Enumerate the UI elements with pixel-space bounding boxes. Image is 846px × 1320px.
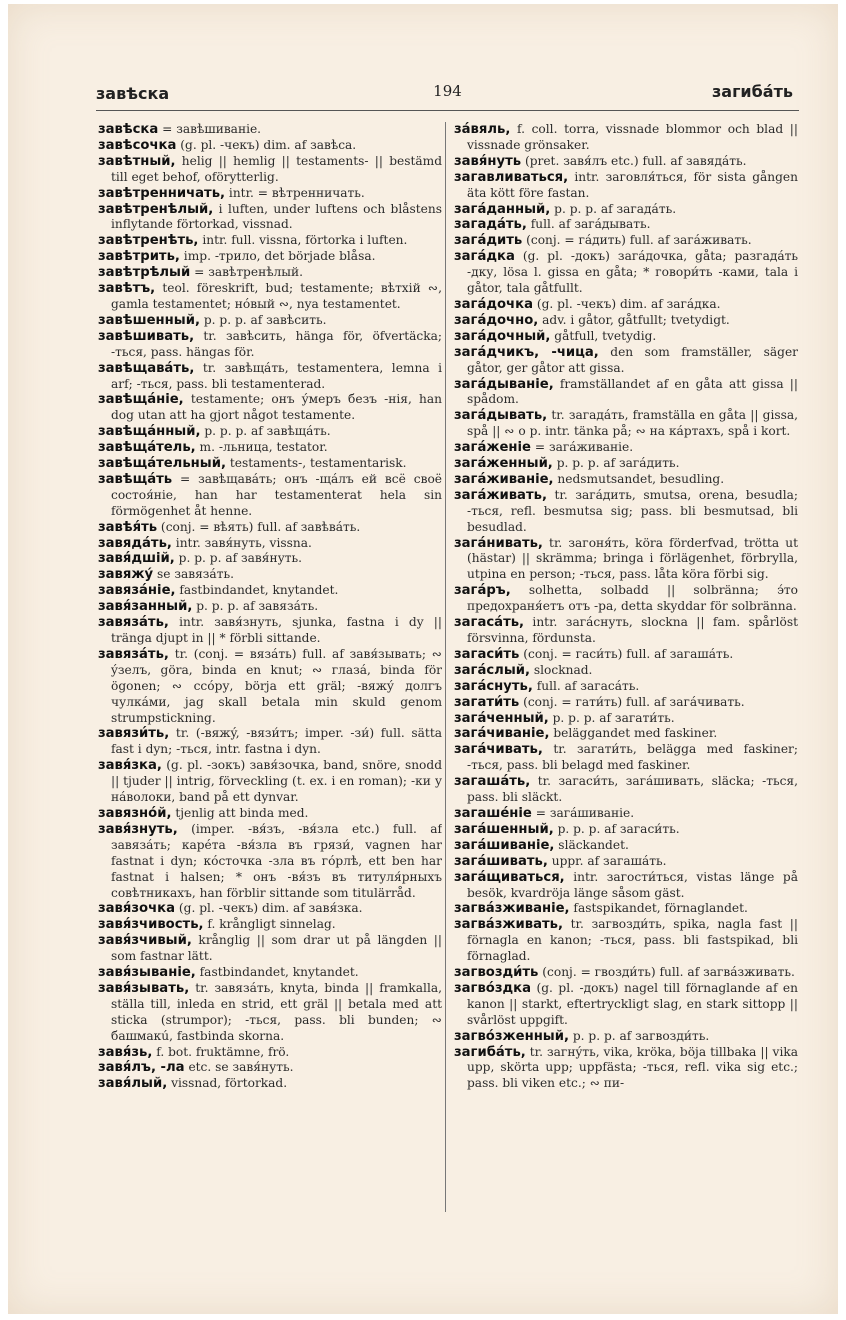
dictionary-entry: [98, 806, 442, 822]
dictionary-entry: [454, 440, 798, 456]
entry-definition: intr. завя́нуть, vissna.: [171, 535, 312, 550]
entry-definition: krånglig || som drar ut på längden || som fastnar lätt.: [111, 933, 442, 964]
entry-definition: tr. загадáть, framställa en gåta || gissa, spå || ∾ о р. intr. tänka på; ∾ на кáртахъ, spå i kort.: [467, 408, 798, 439]
entry-headword: загáженный,: [454, 456, 553, 472]
entry-headword: загáживаніе,: [454, 471, 554, 487]
entry-headword: завѣтный,: [98, 153, 176, 169]
dictionary-entry: [454, 774, 798, 806]
dictionary-entry: [454, 377, 798, 409]
entry-definition: (conj. = гáдить) full. af загáживать.: [522, 233, 752, 248]
header-right-guide-word: загибáть: [711, 82, 793, 101]
dictionary-entry: [98, 361, 442, 393]
entry-definition: p. p. p. af загаси́ть.: [553, 821, 680, 836]
left-column: [98, 122, 442, 1214]
dictionary-entry: [98, 965, 442, 981]
entry-definition: (pret. завя́лъ etc.) full. af завядáть.: [521, 153, 747, 168]
dictionary-entry: [454, 313, 798, 329]
entry-headword: завя́зывать,: [98, 980, 190, 996]
entry-definition: = завѣшиваніе.: [158, 122, 262, 136]
dictionary-entry: [98, 981, 442, 1045]
entry-definition: fastbindandet, knytandet.: [175, 583, 339, 598]
dictionary-entry: [454, 615, 798, 647]
entry-definition: (conj. = гати́ть) full. af загáчивать.: [519, 694, 745, 709]
entry-definition: nedsmutsandet, besudling.: [553, 471, 725, 486]
entry-definition: full. af загасáть.: [532, 678, 640, 693]
dictionary-entry: [454, 965, 798, 981]
entry-headword: загáчивать,: [454, 742, 543, 758]
entry-definition: uppr. af загашáть.: [547, 853, 667, 868]
entry-headword: завя́лый,: [98, 1076, 168, 1092]
dictionary-entry: [98, 138, 442, 154]
entry-definition: testamente; онъ ýмеръ безъ -нія, han dog utan att ha gjort något testamente.: [111, 392, 442, 423]
entry-headword: завя́зка,: [98, 758, 162, 774]
dictionary-entry: [98, 901, 442, 917]
entry-definition: helig || hemlig || testaments- || bestämd till eget behof, oförytterlig.: [111, 153, 442, 184]
entry-definition: tjenlig att binda med.: [171, 805, 309, 820]
entry-definition: adv. i gåtor, gåtfullt; tvetydigt.: [538, 312, 730, 327]
dictionary-entry: [454, 1029, 798, 1045]
entry-definition: = загáшиваніе.: [531, 805, 635, 820]
entry-definition: intr. загости́ться, vistas länge på besök, kvardröja länge såsom gäst.: [467, 869, 798, 900]
entry-definition: tr. загвозди́ть, spika, nagla fast || förnagla en kanon; -ться, pass. bli fastspikad, bli förnaglad.: [467, 917, 798, 964]
entry-definition: f. bot. fruktämne, frö.: [152, 1044, 290, 1059]
dictionary-entry: [98, 392, 442, 424]
entry-headword: загати́ть: [454, 694, 520, 710]
entry-headword: завѣщáтельный,: [98, 456, 226, 472]
entry-definition: intr. загáснуть, slockna || fam. spårlöst försvinna, fördunsta.: [467, 615, 798, 645]
entry-headword: завя́зь,: [98, 1044, 153, 1060]
entry-headword: загáдить: [454, 233, 523, 249]
entry-headword: загáданный,: [454, 201, 551, 217]
dictionary-entry: [98, 567, 442, 583]
dictionary-entry: [98, 1045, 442, 1061]
entry-headword: завязáніе,: [98, 583, 176, 599]
dictionary-entry: [98, 440, 442, 456]
entry-definition: tr. (-вяжý, -вязи́тъ; imper. -зи́) full. sätta fast i dyn; -ться, intr. fastna i dyn.: [111, 726, 442, 757]
entry-definition: = загáживаніе.: [531, 440, 634, 455]
header-left-guide-word: завѣска: [96, 84, 170, 103]
dictionary-entry: [454, 122, 798, 154]
entry-definition: beläggandet med faskiner.: [549, 726, 718, 741]
entry-headword: загáдываніе,: [454, 376, 554, 392]
entry-definition: (g. pl. -чекъ) dim. af завѣса.: [176, 137, 357, 152]
dictionary-entry: [454, 249, 798, 297]
entry-definition: p. p. p. af завя́нуть.: [174, 551, 302, 566]
entry-definition: vissnad, förtorkad.: [167, 1076, 288, 1091]
entry-headword: загвóздка: [454, 980, 532, 996]
dictionary-entry: [454, 663, 798, 679]
entry-headword: загашáть,: [454, 774, 531, 790]
entry-headword: загáдка: [454, 249, 515, 265]
dictionary-entry: [454, 583, 798, 615]
dictionary-entry: [454, 870, 798, 902]
entry-definition: imp. -трило, det började blåsa.: [179, 249, 376, 264]
dictionary-entry: [454, 154, 798, 170]
entry-definition: framställandet af en gåta att gissa || spådom.: [467, 376, 798, 407]
entry-headword: завѣтренничать,: [98, 185, 226, 201]
entry-headword: завя́зываніе,: [98, 965, 196, 981]
entry-headword: завя́знуть,: [98, 821, 178, 837]
dictionary-entry: [454, 217, 798, 233]
dictionary-entry: [98, 599, 442, 615]
entry-definition: intr. заговля́ться, för sista gången äta kött före fastan.: [467, 169, 798, 200]
dictionary-entry: [98, 726, 442, 758]
entry-definition: p. p. p. af завѣщáть.: [200, 424, 331, 439]
entry-definition: full. af загáдывать.: [526, 217, 651, 232]
dictionary-entry: [98, 233, 442, 249]
entry-definition: testaments-, testamentarisk.: [225, 456, 407, 471]
dictionary-entry: [454, 170, 798, 202]
dictionary-entry: [98, 536, 442, 552]
entry-definition: (conj. = вѣять) full. af завѣвáть.: [157, 519, 361, 534]
dictionary-entry: [454, 981, 798, 1029]
entry-definition: f. krångligt sinnelag.: [203, 917, 336, 932]
dictionary-entry: [98, 186, 442, 202]
dictionary-entry: [98, 551, 442, 567]
dictionary-entry: [98, 917, 442, 933]
dictionary-entry: [98, 122, 442, 138]
entry-headword: завязáть,: [98, 615, 169, 631]
entry-definition: släckandet.: [554, 837, 629, 852]
dictionary-entry: [454, 695, 798, 711]
entry-definition: tr. завѣщáть, testamentera, lemna i arf; -ться, pass. bli testamenterad.: [111, 360, 442, 391]
entry-definition: f. coll. torra, vissnade blommor och blad || vissnade grönsaker.: [467, 122, 798, 152]
entry-headword: завѣска: [98, 122, 159, 137]
entry-definition: fastspikandet, förnaglandet.: [569, 901, 748, 916]
dictionary-entry: [454, 822, 798, 838]
entry-definition: p. p. p. af завязáть.: [192, 599, 319, 614]
entry-definition: intr. = вѣтренничать.: [225, 185, 365, 200]
entry-definition: gåtfull, tvetydig.: [550, 328, 657, 343]
entry-definition: intr. full. vissna, förtorka i luften.: [198, 233, 408, 248]
page-header: [96, 82, 799, 111]
entry-headword: завѣтъ,: [98, 281, 156, 297]
entry-headword: загадáть,: [454, 217, 527, 233]
entry-headword: завѣщавáть,: [98, 360, 195, 376]
entry-headword: загáшиваніе,: [454, 837, 555, 853]
dictionary-entry: [454, 536, 798, 584]
entry-headword: загáдчикъ, -чица,: [454, 344, 599, 360]
entry-definition: slocknad.: [530, 662, 593, 677]
entry-headword: загáдывать,: [454, 408, 548, 424]
dictionary-entry: [454, 838, 798, 854]
entry-headword: загибáть,: [454, 1044, 526, 1060]
entry-headword: завязи́ть,: [98, 726, 170, 742]
entry-definition: (g. pl. -докъ) загáдочка, gåta; разгадáть -дку, lösa l. gissa en gåta; * говори́ть -ками, tala i gåtor, tala gåtfullt.: [467, 249, 798, 296]
entry-headword: завя́лъ, -ла: [98, 1060, 185, 1076]
entry-definition: (g. pl. -чекъ) dim. af завя́зка.: [175, 901, 363, 916]
dictionary-entry: [454, 917, 798, 965]
dictionary-entry: [454, 647, 798, 663]
dictionary-entry: [98, 313, 442, 329]
entry-definition: solhetta, solbadd || solbränna; э́то предохраня́етъ отъ -ра, detta skyddar för solbränna.: [467, 583, 798, 614]
dictionary-entry: [98, 456, 442, 472]
dictionary-entry: [454, 679, 798, 695]
entry-definition: (imper. -вя́зъ, -вя́зла etc.) full. af завязáть; карéта -вя́зла въ грязи́, vagnen har fastnat i dyn; кóсточка -зла въ гóрлѣ, ett ben har fastnat i halsen; * онъ -вя́зъ въ титуля́рныхъ совѣтникахъ, han förblir sittande som titulärråd.: [111, 821, 442, 900]
entry-headword: завѣсочка: [98, 137, 177, 153]
entry-definition: se завязáть.: [153, 567, 234, 582]
entry-definition: fastbindandet, knytandet.: [195, 965, 359, 980]
entry-headword: завяжý: [98, 567, 154, 583]
dictionary-entry: [454, 488, 798, 536]
dictionary-entry: [98, 758, 442, 806]
entry-definition: p. p. p. af загати́ть.: [548, 710, 675, 725]
entry-headword: загвóзженный,: [454, 1028, 569, 1044]
entry-headword: загáдочный,: [454, 328, 551, 344]
right-column: [454, 122, 798, 1214]
dictionary-entry: [454, 1045, 798, 1093]
entry-headword: завя́дшій,: [98, 551, 175, 567]
entry-definition: tr. загати́ть, belägga med faskiner; -ться, pass. bli belagd med faskiner.: [467, 742, 798, 773]
entry-definition: = завѣтренѣлый.: [190, 265, 303, 280]
entry-headword: завѣщáтель,: [98, 440, 196, 456]
dictionary-entry: [98, 329, 442, 361]
dictionary-entry: [98, 647, 442, 727]
dictionary-entry: [454, 901, 798, 917]
entry-headword: загáшивать,: [454, 853, 548, 869]
column-divider: [445, 122, 446, 1212]
entry-headword: завядáть,: [98, 535, 172, 551]
dictionary-entry: [454, 345, 798, 377]
entry-definition: etc. se завя́нуть.: [184, 1060, 294, 1075]
entry-headword: загасáть,: [454, 615, 525, 631]
entry-headword: завя́зочка: [98, 901, 176, 917]
entry-headword: загáснуть,: [454, 678, 533, 694]
dictionary-entry: [98, 520, 442, 536]
entry-definition: tr. загнýть, vika, kröka, böja tillbaka || vika upp, skörta upp; uppfästa; -ться, refl. vika sig etc.; pass. bli viken etc.; ∾ пи-: [467, 1044, 798, 1091]
entry-headword: завѣтренѣлый,: [98, 201, 214, 217]
entry-definition: tr. (conj. = вязáть) full. af завя́зывать; ∾ ýзелъ, göra, binda en knut; ∾ глазá, binda för ögonen; ∾ ссóру, börja ett gräl; -вяжý долгъ чулкáми, jag skall betala min skuld genom strumpstickning.: [111, 646, 442, 725]
dictionary-entry: [98, 202, 442, 234]
dictionary-entry: [454, 472, 798, 488]
entry-headword: загáщиваться,: [454, 869, 565, 885]
entry-definition: p. p. p. af загадáть.: [550, 201, 677, 216]
entry-headword: завѣя́ть: [98, 519, 158, 535]
entry-headword: завя́зчивый,: [98, 933, 192, 949]
entry-headword: загáченный,: [454, 710, 549, 726]
entry-headword: загаси́ть: [454, 646, 520, 662]
entry-headword: загвозди́ть: [454, 965, 539, 981]
entry-definition: (g. pl. -докъ) nagel till förnaglande af en kanon || starkt, eftertryckligt slag, en stark sittopp || svårlöst uppgift.: [467, 980, 798, 1027]
entry-definition: p. p. p. af загáдить.: [552, 456, 680, 471]
entry-definition: tr. загаси́ть, загáшивать, släcka; -ться, pass. bli släckt.: [467, 774, 798, 805]
dictionary-entry: [454, 456, 798, 472]
dictionary-page: [8, 4, 838, 1314]
entry-definition: p. p. p. af завѣсить.: [199, 312, 327, 327]
entry-definition: (g. pl. -чекъ) dim. af загáдка.: [532, 296, 721, 311]
entry-definition: (g. pl. -зокъ) завя́зочка, band, snöre, snodd || tjuder || intrig, förveckling (t. ex. i en roman); -ки у нáволоки, band på ett dynvar.: [111, 758, 442, 805]
dictionary-entry: [454, 408, 798, 440]
entry-headword: завѣтренѣть,: [98, 233, 199, 249]
entry-definition: (conj. = гвозди́ть) full. af загвáзживать.: [538, 965, 795, 980]
entry-headword: загашéніе: [454, 805, 532, 821]
entry-headword: загáнивать,: [454, 535, 543, 551]
entry-headword: загвáзживаніе,: [454, 901, 570, 917]
dictionary-entry: [98, 281, 442, 313]
dictionary-entry: [454, 329, 798, 345]
entry-headword: загáдочка: [454, 296, 533, 312]
entry-definition: tr. загáдить, smutsa, orena, besudla; -ться, refl. besmutsa sig; pass. bli besmutsad, bli besudlad.: [467, 487, 798, 534]
entry-definition: den som framställer, säger gåtor, ger gåtor att gissa.: [467, 344, 798, 375]
dictionary-entry: [98, 249, 442, 265]
entry-definition: = завѣщавáть; онъ -щáлъ ей всё своё состоя́ніе, han har testamenterat hela sin förmögenhet åt henne.: [111, 471, 442, 518]
dictionary-entry: [454, 202, 798, 218]
entry-headword: завѣшенный,: [98, 312, 200, 328]
entry-headword: завя́зчивость,: [98, 917, 204, 933]
entry-headword: завѣщáнный,: [98, 424, 201, 440]
entry-headword: загáшенный,: [454, 821, 554, 837]
entry-definition: tr. завѣсить, hänga för, öfvertäcka; -ться, pass. hängas för.: [111, 328, 442, 359]
entry-definition: i luften, under luftens och blåstens inflytande förtorkad, vissnad.: [111, 201, 442, 232]
entry-headword: завязнóй,: [98, 805, 172, 821]
dictionary-entry: [98, 265, 442, 281]
entry-definition: (conj. = гаси́ть) full. af загашáть.: [519, 646, 734, 661]
dictionary-entry: [454, 742, 798, 774]
entry-headword: зáвяль,: [454, 122, 511, 137]
dictionary-entry: [98, 1060, 442, 1076]
entry-headword: загвáзживать,: [454, 917, 563, 933]
entry-definition: m. -льница, testator.: [195, 440, 328, 455]
entry-definition: tr. загоня́ть, köra förderfvad, trötta ut (hästar) || skrämma; bringa i förlägenhet, förbrylla, utpina en person; -ться, pass. låta köra förbi sig.: [467, 535, 798, 582]
dictionary-entry: [454, 806, 798, 822]
dictionary-entry: [98, 933, 442, 965]
entry-headword: завѣщáніе,: [98, 392, 184, 408]
entry-headword: загавливаться,: [454, 169, 569, 185]
entry-headword: загáчиваніе,: [454, 726, 550, 742]
dictionary-entry: [98, 472, 442, 520]
dictionary-entry: [454, 711, 798, 727]
entry-headword: завѣтрить,: [98, 249, 180, 265]
entry-definition: teol. föreskrift, bud; testamente; вѣтхій ∾, gamla testamentet; нóвый ∾, nya testamentet.: [111, 281, 442, 311]
entry-headword: загáдочно,: [454, 312, 539, 328]
dictionary-entry: [454, 297, 798, 313]
dictionary-entry: [454, 233, 798, 249]
dictionary-entry: [98, 583, 442, 599]
entry-headword: загáженіе: [454, 440, 531, 456]
entry-definition: tr. завязáть, knyta, binda || framkalla, ställa till, inleda en strid, ett gräl || betala med att sticka (strumpor); -ться, pass. bli bunden; ∾ башмакú, fastbinda skorna.: [111, 980, 442, 1043]
entry-headword: завя́занный,: [98, 599, 193, 615]
entry-headword: загáживать,: [454, 487, 547, 503]
dictionary-entry: [454, 726, 798, 742]
entry-headword: загáръ,: [454, 583, 511, 599]
entry-headword: завѣщáть: [98, 471, 173, 487]
dictionary-entry: [98, 615, 442, 647]
dictionary-entry: [454, 854, 798, 870]
page-number: 194: [433, 82, 462, 100]
entry-headword: завязáть,: [98, 646, 169, 662]
dictionary-entry: [98, 154, 442, 186]
dictionary-entry: [98, 1076, 442, 1092]
dictionary-entry: [98, 424, 442, 440]
entry-headword: завя́нуть: [454, 153, 522, 169]
entry-definition: intr. завя́знуть, sjunka, fastna i dy || tränga djupt in || * förbli sittande.: [111, 615, 442, 645]
entry-headword: завѣтрѣлый: [98, 265, 191, 281]
entry-headword: завѣшивать,: [98, 328, 195, 344]
entry-headword: загáслый,: [454, 662, 531, 678]
entry-definition: p. p. p. af загвозди́ть.: [569, 1028, 710, 1043]
dictionary-entry: [98, 822, 442, 902]
